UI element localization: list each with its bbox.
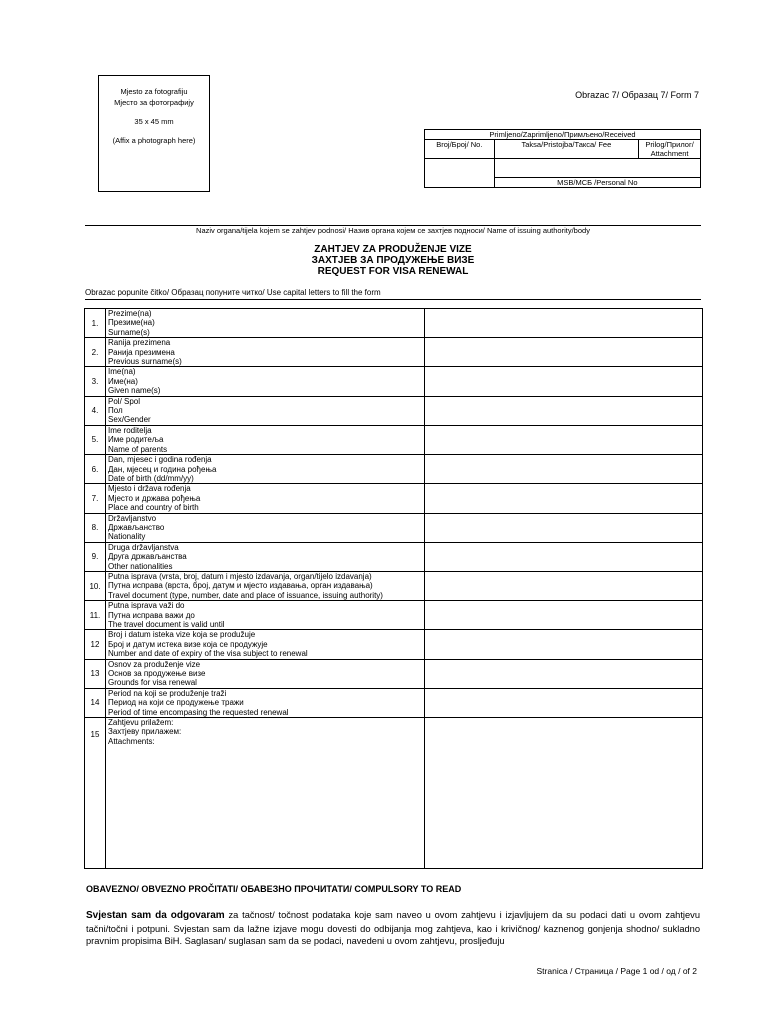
photo-affix-note: (Affix a photograph here) xyxy=(112,136,196,145)
instruction-divider xyxy=(85,299,701,300)
row-label-line: Име родитеља xyxy=(108,435,164,445)
row-label-line: Broj i datum isteka vize koja se produžuje xyxy=(108,630,256,640)
row-label-line: Dan, mjesec i godina rođenja xyxy=(108,455,212,465)
form-number: Obrazac 7/ Образац 7/ Form 7 xyxy=(575,90,699,100)
row-number: 11. xyxy=(85,601,106,630)
row-label-line: Ime roditelja xyxy=(108,425,152,435)
answer-field[interactable] xyxy=(425,513,703,542)
title-english: REQUEST FOR VISA RENEWAL xyxy=(317,266,469,277)
row-label xyxy=(106,338,425,367)
row-number: 1. xyxy=(85,309,106,338)
received-number-label: Broj/Број/ No. xyxy=(425,140,495,159)
received-table xyxy=(424,129,701,188)
row-label-line: Ranija prezimena xyxy=(108,338,171,348)
visa-renewal-form-table xyxy=(84,308,703,869)
row-label-line: Prezime(na) xyxy=(108,309,152,318)
answer-field[interactable] xyxy=(425,601,703,630)
row-label xyxy=(106,455,425,484)
answer-field[interactable] xyxy=(425,659,703,688)
row-number: 4. xyxy=(85,396,106,425)
form-row xyxy=(85,513,703,542)
answer-field[interactable] xyxy=(425,718,703,869)
row-label-line: Period na koji se produženje traži xyxy=(108,688,227,698)
row-label-line: Име(на) xyxy=(108,376,138,386)
row-label-line: Ime(na) xyxy=(108,367,136,377)
answer-field[interactable] xyxy=(425,425,703,454)
form-row xyxy=(85,338,703,367)
row-label-line: Период на који се продужење тражи xyxy=(108,698,244,708)
answer-field[interactable] xyxy=(425,309,703,338)
row-label-line: Држављанство xyxy=(108,522,165,532)
form-row xyxy=(85,455,703,484)
form-row xyxy=(85,688,703,717)
row-number: 15 xyxy=(85,718,106,869)
row-number: 3. xyxy=(85,367,106,396)
form-row xyxy=(85,659,703,688)
row-label xyxy=(106,484,425,513)
form-row xyxy=(85,630,703,659)
title-latin: ZAHTJEV ZA PRODUŽENJE VIZE xyxy=(314,244,472,255)
statement-bold: Svjestan sam da odgovaram xyxy=(86,910,225,921)
row-label-line: Osnov za produženje vize xyxy=(108,659,201,669)
row-label-line: Druga državljanstva xyxy=(108,542,179,552)
row-number: 5. xyxy=(85,425,106,454)
answer-field[interactable] xyxy=(425,571,703,600)
row-label xyxy=(106,601,425,630)
row-label-line: Број и датум истека визе која се продужује xyxy=(108,639,268,649)
row-label-line: Name of parents xyxy=(108,444,168,454)
row-number: 14 xyxy=(85,688,106,717)
row-number: 2. xyxy=(85,338,106,367)
row-number: 10. xyxy=(85,571,106,600)
row-label-line: Друга држављанства xyxy=(108,552,187,562)
row-label xyxy=(106,425,425,454)
row-label-line: Путна исправа (врста, број, датум и мјесто издавања, орган издавања) xyxy=(108,581,373,591)
row-number: 12 xyxy=(85,630,106,659)
row-number: 9. xyxy=(85,542,106,571)
fill-instruction: Obrazac popunite čitko/ Образац попуните читко/ Use capital letters to fill the form xyxy=(85,288,381,297)
row-label-line: Мјесто и држава рођења xyxy=(108,493,201,503)
photo-placeholder xyxy=(98,75,210,192)
row-label-line: Pol/ Spol xyxy=(108,396,141,406)
form-row xyxy=(85,425,703,454)
row-label-line: Презиме(на) xyxy=(108,318,155,328)
received-header: Primljeno/Zaprimljeno/Примљено/Received xyxy=(425,130,701,140)
row-label-line: Mjesto i država rođenja xyxy=(108,484,191,494)
form-row xyxy=(85,542,703,571)
row-label-line: Дан, мјесец и година рођења xyxy=(108,464,217,474)
answer-field[interactable] xyxy=(425,396,703,425)
form-row xyxy=(85,571,703,600)
row-label xyxy=(106,688,425,717)
answer-field[interactable] xyxy=(425,367,703,396)
statement-paragraph xyxy=(86,909,700,948)
received-attachment-label: Prilog/Прилог/ Attachment xyxy=(639,140,701,159)
row-label-line: Number and date of expiry of the visa subject to renewal xyxy=(108,649,308,659)
row-label-line: Place and country of birth xyxy=(108,503,199,513)
statement-text: za tačnost/ točnost podataka koje sam naveo u ovom zahtjevu i izjavljujem da su podaci dati u ovom zahtjevu tačni/točni i potpuni. Svjestan sam da lažne izjave mogu dovesti do odbijanja mog zahtjeva, kao i krivičnog/ kaznenog gonjenja shodno/ sukladno pravnim propisima BiH. Saglasan/ suglasan sam da se podaci, navedeni u ovom zahtjevu, prosljeđuju xyxy=(86,910,700,946)
form-row xyxy=(85,309,703,338)
row-label-line: Nationality xyxy=(108,532,146,542)
row-label xyxy=(106,367,425,396)
answer-field[interactable] xyxy=(425,688,703,717)
row-label-line: Surname(s) xyxy=(108,327,150,337)
row-label xyxy=(106,309,425,338)
photo-label-cyrillic: Мјесто за фотографију xyxy=(114,98,194,107)
authority-label: Naziv organa/tijela kojem se zahtjev podnosi/ Назив органа којем се захтјев подноси/ Name of issuing authority/body xyxy=(196,226,590,235)
compulsory-heading: OBAVEZNO/ OBVEZNO PROČITATI/ ОБАВЕЗНО ПРОЧИТАТИ/ COMPULSORY TO READ xyxy=(86,884,462,894)
row-label-line: Zahtjevu prilažem: xyxy=(108,718,174,728)
answer-field[interactable] xyxy=(425,455,703,484)
row-label-line: Ранија презимена xyxy=(108,347,175,357)
received-number-field[interactable] xyxy=(425,159,495,188)
row-label xyxy=(106,396,425,425)
form-title xyxy=(85,244,701,277)
row-number: 8. xyxy=(85,513,106,542)
row-label-line: Given name(s) xyxy=(108,386,161,396)
row-label-line: Državljanstvo xyxy=(108,513,157,523)
row-label-line: Other nationalities xyxy=(108,561,173,571)
row-label-line: Основ за продужење визе xyxy=(108,669,206,679)
row-label-line: Previous surname(s) xyxy=(108,357,182,367)
form-row xyxy=(85,601,703,630)
row-label xyxy=(106,571,425,600)
form-row xyxy=(85,396,703,425)
answer-field[interactable] xyxy=(425,542,703,571)
row-label-line: Period of time encompasing the requested renewal xyxy=(108,707,289,717)
row-label-line: Пол xyxy=(108,406,123,416)
row-number: 13 xyxy=(85,659,106,688)
row-label-line: Putna isprava važi do xyxy=(108,601,185,611)
row-label xyxy=(106,659,425,688)
row-number: 7. xyxy=(85,484,106,513)
row-label-line: Date of birth (dd/mm/yy) xyxy=(108,473,194,483)
page-number: Stranica / Страница / Page 1 od / од / of 2 xyxy=(536,966,697,976)
row-label-line: Putna isprava (vrsta, broj, datum i mjesto izdavanja, organ/tijelo izdavanja) xyxy=(108,571,372,581)
title-cyrillic: ЗАХТЈЕВ ЗА ПРОДУЖЕЊЕ ВИЗЕ xyxy=(311,255,475,266)
row-label-line: Путна исправа важи до xyxy=(108,610,195,620)
form-row xyxy=(85,367,703,396)
received-fee-field[interactable] xyxy=(494,159,700,178)
row-label-line: Sex/Gender xyxy=(108,415,151,425)
row-label xyxy=(106,630,425,659)
row-label xyxy=(106,542,425,571)
row-label-line: Travel document (type, number, date and place of issuance, issuing authority) xyxy=(108,590,383,600)
answer-field[interactable] xyxy=(425,338,703,367)
row-label xyxy=(106,718,425,869)
row-number: 6. xyxy=(85,455,106,484)
row-label-line: Grounds for visa renewal xyxy=(108,678,197,688)
row-label-line: Захтјеву прилажем: xyxy=(108,727,182,737)
received-fee-label: Taksa/Pristojba/Такса/ Fee xyxy=(494,140,638,159)
answer-field[interactable] xyxy=(425,484,703,513)
row-label-line: The travel document is valid until xyxy=(108,620,225,629)
row-label-line: Attachments: xyxy=(108,736,155,746)
photo-label-latin: Mjesto za fotografiju xyxy=(120,87,188,96)
form-row xyxy=(85,484,703,513)
form-row xyxy=(85,718,703,869)
row-label xyxy=(106,513,425,542)
photo-size: 35 x 45 mm xyxy=(134,117,174,126)
personal-number-label: MSB/МСБ /Personal No xyxy=(494,178,700,188)
answer-field[interactable] xyxy=(425,630,703,659)
